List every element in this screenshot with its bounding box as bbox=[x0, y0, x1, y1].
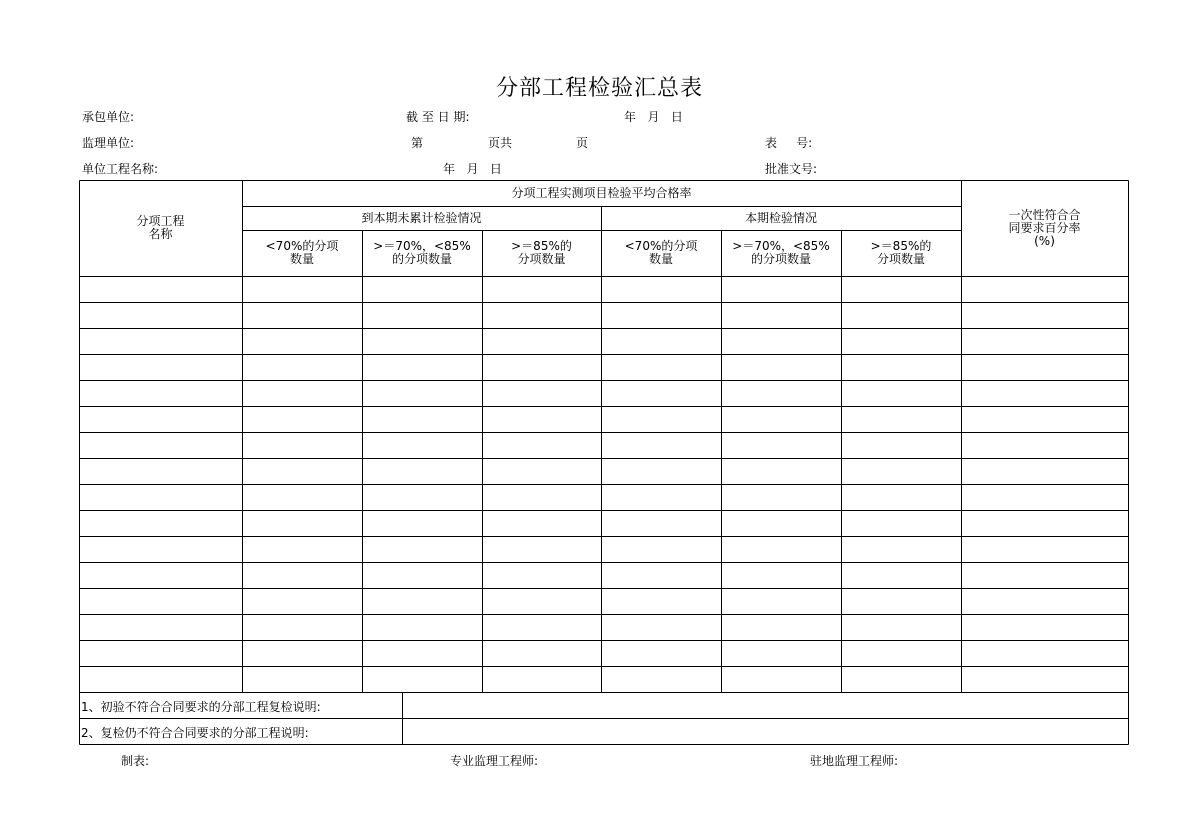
header-cumulative-group: 到本期未累计检验情况 bbox=[361, 211, 482, 225]
cutoff-date-value: 年 月 日 bbox=[624, 110, 683, 124]
engineer-label: 专业监理工程师: bbox=[450, 754, 539, 768]
note-recheck: 1、初验不符合合同要求的分部工程复检说明: bbox=[81, 700, 321, 714]
page-title: 分部工程检验汇总表 bbox=[496, 76, 704, 101]
approval-number-label: 批准文号: bbox=[765, 162, 818, 176]
form-number-label: 表 号: bbox=[765, 136, 813, 150]
maker-label: 制表: bbox=[121, 754, 150, 768]
cutoff-date-label: 截 至 日 期: bbox=[406, 110, 470, 124]
resident-engineer-label: 驻地监理工程师: bbox=[810, 754, 899, 768]
page-number-prefix: 第 bbox=[411, 136, 424, 150]
page-number-suffix: 页 bbox=[576, 136, 589, 150]
unit-project-label: 单位工程名称: bbox=[82, 162, 159, 176]
header-cur-ge85: >＝85%的 分项数量 bbox=[870, 239, 932, 266]
header-current-group: 本期检验情况 bbox=[744, 211, 817, 225]
page-number-middle: 页共 bbox=[488, 136, 513, 150]
header-cum-lt70: <70%的分项 数量 bbox=[265, 239, 339, 266]
supervisor-label: 监理单位: bbox=[82, 136, 135, 150]
header-cur-70-85: >＝70%，<85% 的分项数量 bbox=[732, 239, 830, 266]
unit-project-date: 年 月 日 bbox=[443, 162, 502, 176]
header-item-name: 分项工程 名称 bbox=[136, 214, 185, 241]
header-cur-lt70: <70%的分项 数量 bbox=[624, 239, 698, 266]
header-cum-ge85: >＝85%的 分项数量 bbox=[511, 239, 572, 266]
header-cum-70-85: >＝70%，<85% 的分项数量 bbox=[373, 239, 471, 266]
header-first-pass-rate: 一次性符合合 同要求百分率 (%) bbox=[1008, 208, 1081, 248]
contractor-label: 承包单位: bbox=[82, 110, 135, 124]
note-still-failing: 2、复检仍不符合合同要求的分部工程说明: bbox=[81, 726, 309, 740]
header-pass-rate-group: 分项工程实测项目检验平均合格率 bbox=[511, 186, 692, 200]
